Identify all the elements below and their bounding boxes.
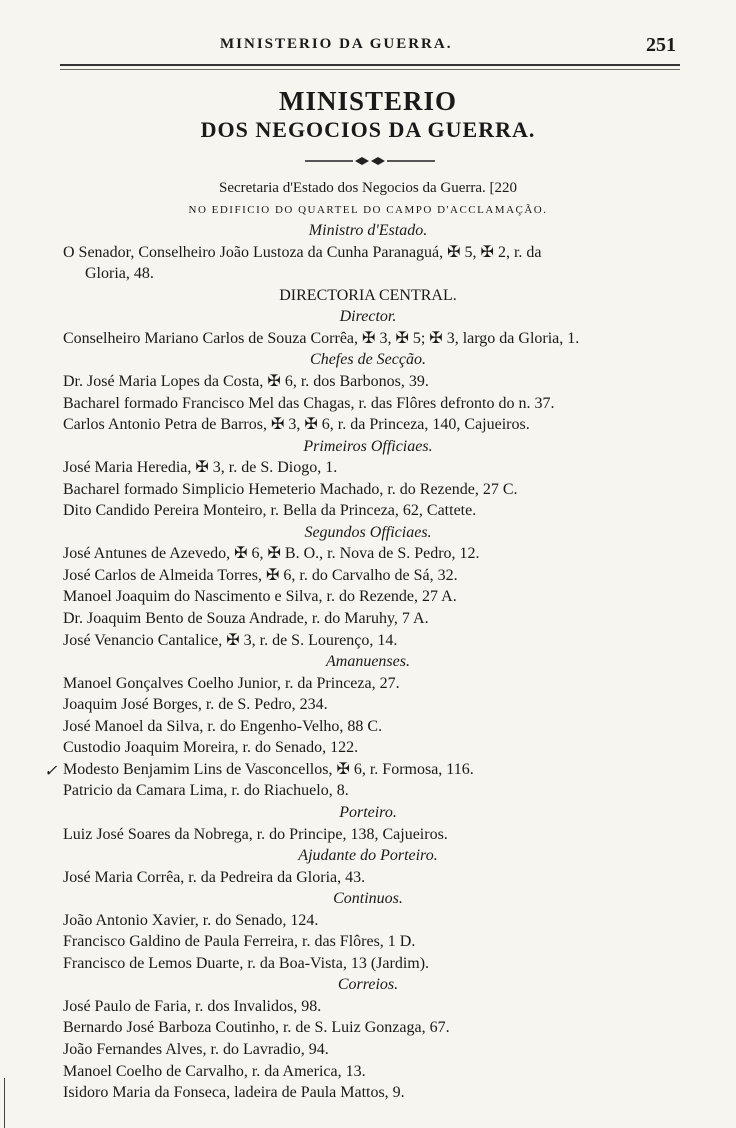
entry-line: Isidoro Maria da Fonseca, ladeira de Paula Mattos, 9.: [63, 1084, 405, 1102]
entry-line: José Maria Heredia, ✠ 3, r. de S. Diogo, 1.: [63, 459, 338, 477]
section-heading: Ajudante do Porteiro.: [298, 847, 438, 865]
entry-line: Carlos Antonio Petra de Barros, ✠ 3, ✠ 6, r. da Princeza, 140, Cajueiros.: [63, 416, 530, 434]
entry-line: Bacharel formado Simplicio Hemeterio Machado, r. do Rezende, 27 C.: [63, 480, 518, 498]
section-heading: DIRECTORIA CENTRAL.: [279, 286, 457, 304]
entry-line: Dr. José Maria Lopes da Costa, ✠ 6, r. dos Barbonos, 39.: [63, 372, 429, 390]
entry-line: José Paulo de Faria, r. dos Invalidos, 98.: [63, 997, 322, 1015]
section-heading: Primeiros Officiaes.: [303, 437, 433, 455]
entry-line: Francisco Galdino de Paula Ferreira, r. das Flôres, 1 D.: [63, 933, 416, 951]
section-heading: Segundos Officiaes.: [304, 523, 432, 541]
entry-line: Luiz José Soares da Nobrega, r. do Principe, 138, Cajueiros.: [63, 825, 448, 843]
entry-line: José Maria Corrêa, r. da Pedreira da Gloria, 43.: [63, 868, 366, 886]
entry-line: Joaquim José Borges, r. de S. Pedro, 234.: [63, 696, 328, 714]
running-title: MINISTERIO DA GUERRA.: [220, 36, 453, 52]
entry-line: Conselheiro Mariano Carlos de Souza Corrêa, ✠ 3, ✠ 5; ✠ 3, largo da Gloria, 1.: [63, 329, 580, 347]
ornament-divider: [305, 156, 435, 166]
entry-line: Manoel Joaquim do Nascimento e Silva, r. do Rezende, 27 A.: [63, 588, 457, 606]
entry-line: José Antunes de Azevedo, ✠ 6, ✠ B. O., r. Nova de S. Pedro, 12.: [63, 545, 480, 563]
entry-line: José Venancio Cantalice, ✠ 3, r. de S. Lourenço, 14.: [63, 631, 398, 649]
margin-line: [4, 1078, 5, 1128]
entry-line: Dr. Joaquim Bento de Souza Andrade, r. do Maruhy, 7 A.: [63, 610, 429, 627]
entry-line: João Antonio Xavier, r. do Senado, 124.: [63, 911, 319, 929]
entry-line: Patricio da Camara Lima, r. do Riachuelo, 8.: [63, 782, 349, 800]
entry-line: Manoel Gonçalves Coelho Junior, r. da Princeza, 27.: [63, 674, 400, 692]
entry-line: João Fernandes Alves, r. do Lavradio, 94.: [63, 1041, 329, 1058]
section-heading: Ministro d'Estado.: [308, 222, 428, 240]
entry-line: Francisco de Lemos Duarte, r. da Boa-Vista, 13 (Jardim).: [63, 954, 430, 972]
margin-mark: ✓: [44, 763, 58, 780]
entry-line: O Senador, Conselheiro João Lustoza da Cunha Paranaguá, ✠ 5, ✠ 2, r. da: [63, 243, 542, 261]
entry-line: Gloria, 48.: [85, 265, 154, 283]
entry-line: Modesto Benjamim Lins de Vasconcellos, ✠ 6, r. Formosa, 116.: [63, 760, 474, 778]
section-heading: Secretaria d'Estado dos Negocios da Guerra. [220: [218, 180, 517, 196]
section-heading: Continuos.: [333, 890, 403, 908]
section-heading: Amanuenses.: [326, 653, 410, 671]
section-heading: Porteiro.: [339, 803, 397, 821]
header-rule: [60, 64, 680, 70]
entry-line: Bacharel formado Francisco Mel das Chagas, r. das Flôres defronto do n. 37.: [63, 394, 555, 412]
section-heading: Correios.: [337, 976, 399, 994]
main-title: MINISTERIO: [278, 86, 458, 116]
section-heading: Director.: [339, 308, 397, 326]
section-heading: Chefes de Secção.: [310, 351, 426, 369]
entry-line: Bernardo José Barboza Coutinho, r. de S. Luiz Gonzaga, 67.: [63, 1019, 450, 1037]
entry-line: Manoel Coelho de Carvalho, r. da America, 13.: [63, 1062, 366, 1080]
entry-line: José Carlos de Almeida Torres, ✠ 6, r. do Carvalho de Sá, 32.: [63, 566, 458, 584]
section-heading: NO EDIFICIO DO QUARTEL DO CAMPO D'ACCLAMAÇÃO.: [188, 203, 548, 216]
entry-line: Dito Candido Pereira Monteiro, r. Bella da Princeza, 62, Cattete.: [63, 502, 477, 520]
page-number: 251: [646, 34, 676, 56]
sub-title: DOS NEGOCIOS DA GUERRA.: [200, 117, 536, 142]
entry-line: José Manoel da Silva, r. do Engenho-Velho, 88 C.: [63, 717, 383, 735]
entry-line: Custodio Joaquim Moreira, r. do Senado, 122.: [63, 739, 359, 757]
running-head: [0, 34, 736, 64]
